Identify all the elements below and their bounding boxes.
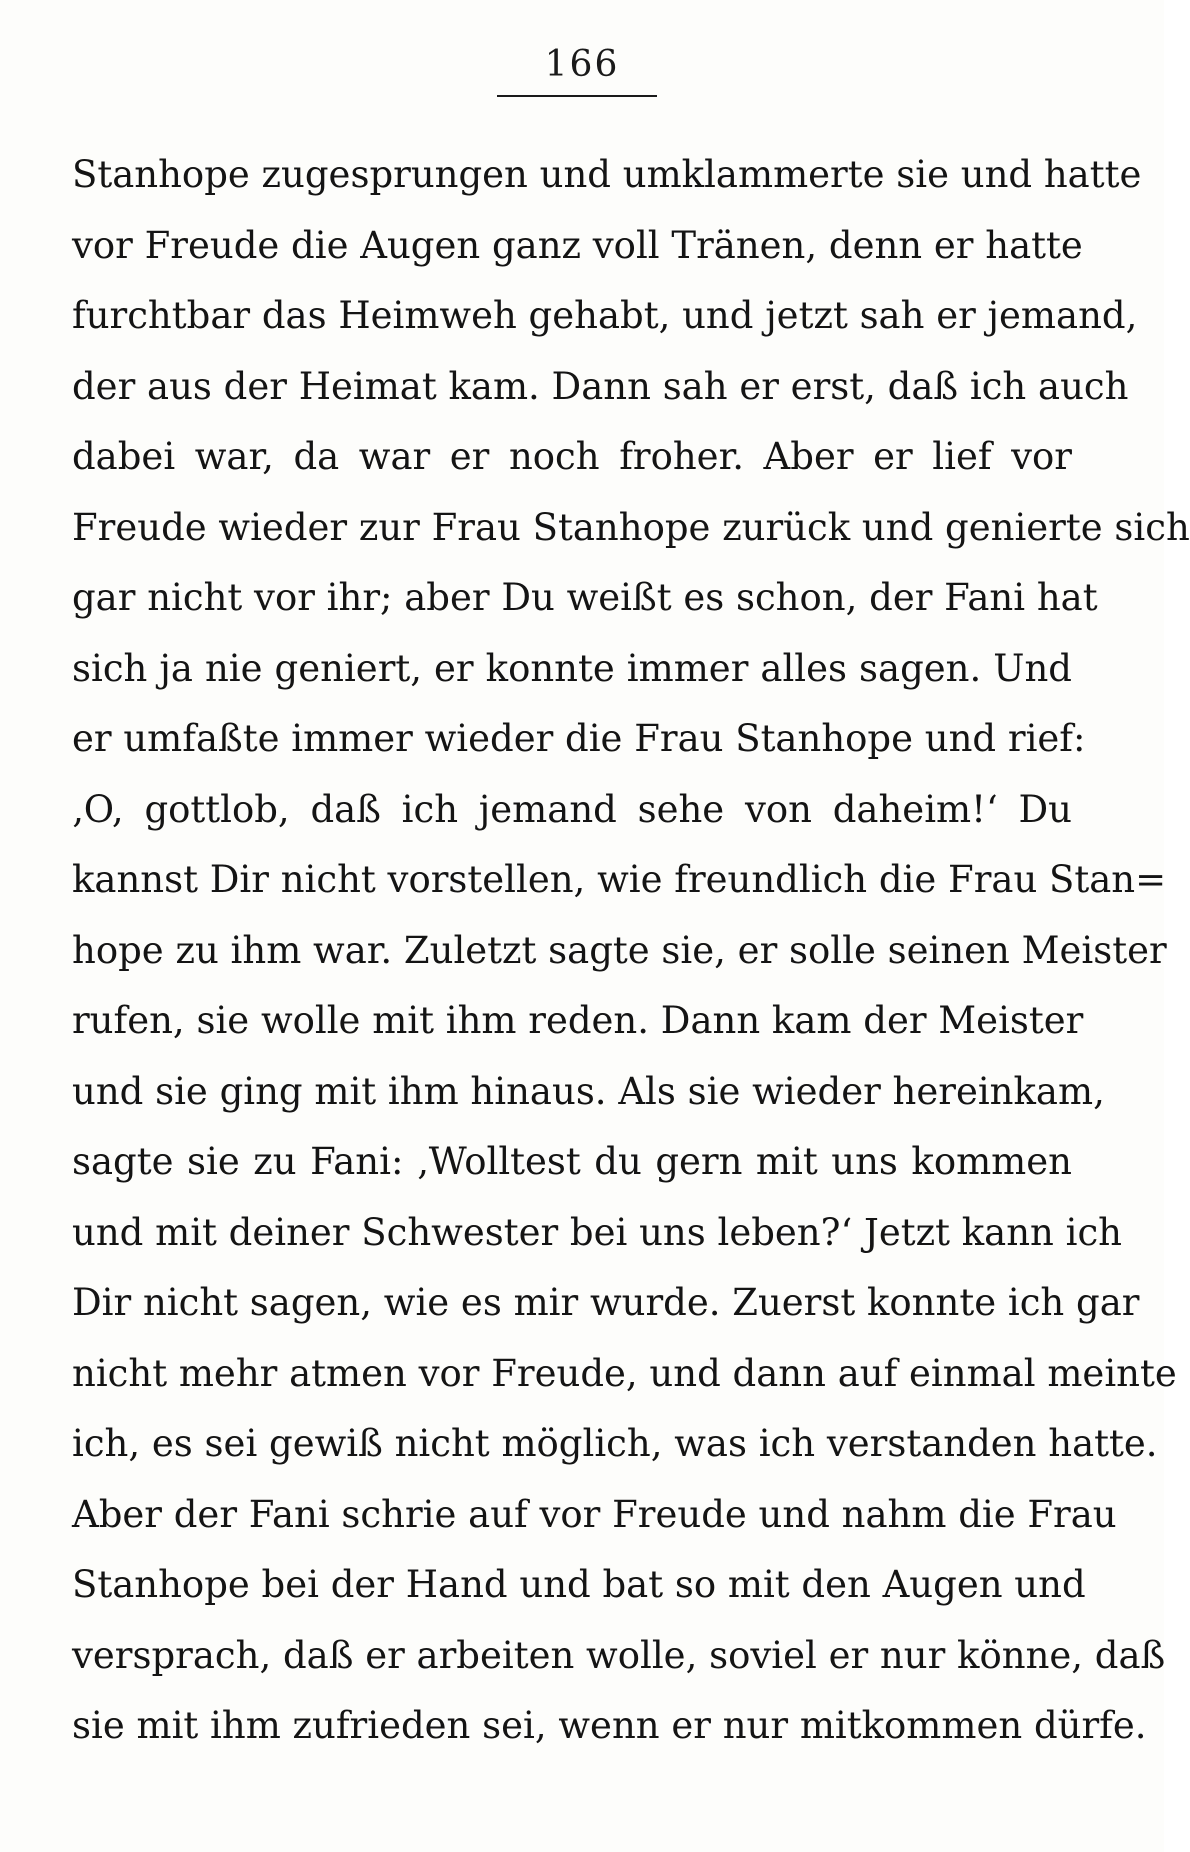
text-line: Aber der Fani schrie auf vor Freude und nahm die Frau xyxy=(72,1492,1117,1536)
text-line: hope zu ihm war. Zuletzt sagte sie, er solle seinen Meister xyxy=(72,928,1167,972)
text-line: Dir nicht sagen, wie es mir wurde. Zuerst konnte ich gar xyxy=(72,1281,1140,1324)
text-line: dabei war, da war er noch froher. Aber er lief vor xyxy=(72,435,1072,478)
text-line: sich ja nie geniert, er konnte immer alles sagen. Und xyxy=(72,646,1072,690)
page-number: 166 xyxy=(544,44,620,85)
text-line: nicht mehr atmen vor Freude, und dann auf einmal meinte xyxy=(72,1351,1177,1395)
text-line: Stanhope bei der Hand und bat so mit den Augen und xyxy=(72,1563,1086,1606)
text-line: sagte sie zu Fani: ‚Wolltest du gern mit uns kommen xyxy=(72,1140,1072,1183)
text-line: Freude wieder zur Frau Stanhope zurück und genierte sich xyxy=(72,505,1190,549)
text-line: und sie ging mit ihm hinaus. Als sie wieder hereinkam, xyxy=(72,1069,1105,1113)
body-text xyxy=(72,140,1190,1762)
page-number-rule xyxy=(497,95,657,97)
text-line: er umfaßte immer wieder die Frau Stanhope und rief: xyxy=(72,717,1086,760)
text-line: ich, es sei gewiß nicht möglich, was ich verstanden hatte. xyxy=(72,1422,1158,1465)
text-line: versprach, daß er arbeiten wolle, soviel er nur könne, daß xyxy=(72,1633,1166,1677)
text-line: sie mit ihm zufrieden sei, wenn er nur mitkommen dürfe. xyxy=(72,1704,1147,1747)
text-line: der aus der Heimat kam. Dann sah er erst, daß ich auch xyxy=(72,364,1129,408)
text-line: kannst Dir nicht vorstellen, wie freundlich die Frau Stan= xyxy=(72,858,1167,901)
text-line: Stanhope zugesprungen und umklammerte sie und hatte xyxy=(72,153,1142,196)
text-line: furchtbar das Heimweh gehabt, und jetzt sah er jemand, xyxy=(72,294,1138,337)
text-line: rufen, sie wolle mit ihm reden. Dann kam der Meister xyxy=(72,999,1084,1042)
text-line: ‚O, gottlob, daß ich jemand sehe von daheim!‘ Du xyxy=(72,787,1072,831)
text-line: und mit deiner Schwester bei uns leben?‘ Jetzt kann ich xyxy=(72,1210,1123,1254)
text-line: vor Freude die Augen ganz voll Tränen, denn er hatte xyxy=(72,223,1083,267)
text-line: gar nicht vor ihr; aber Du weißt es schon, der Fani hat xyxy=(72,576,1098,619)
